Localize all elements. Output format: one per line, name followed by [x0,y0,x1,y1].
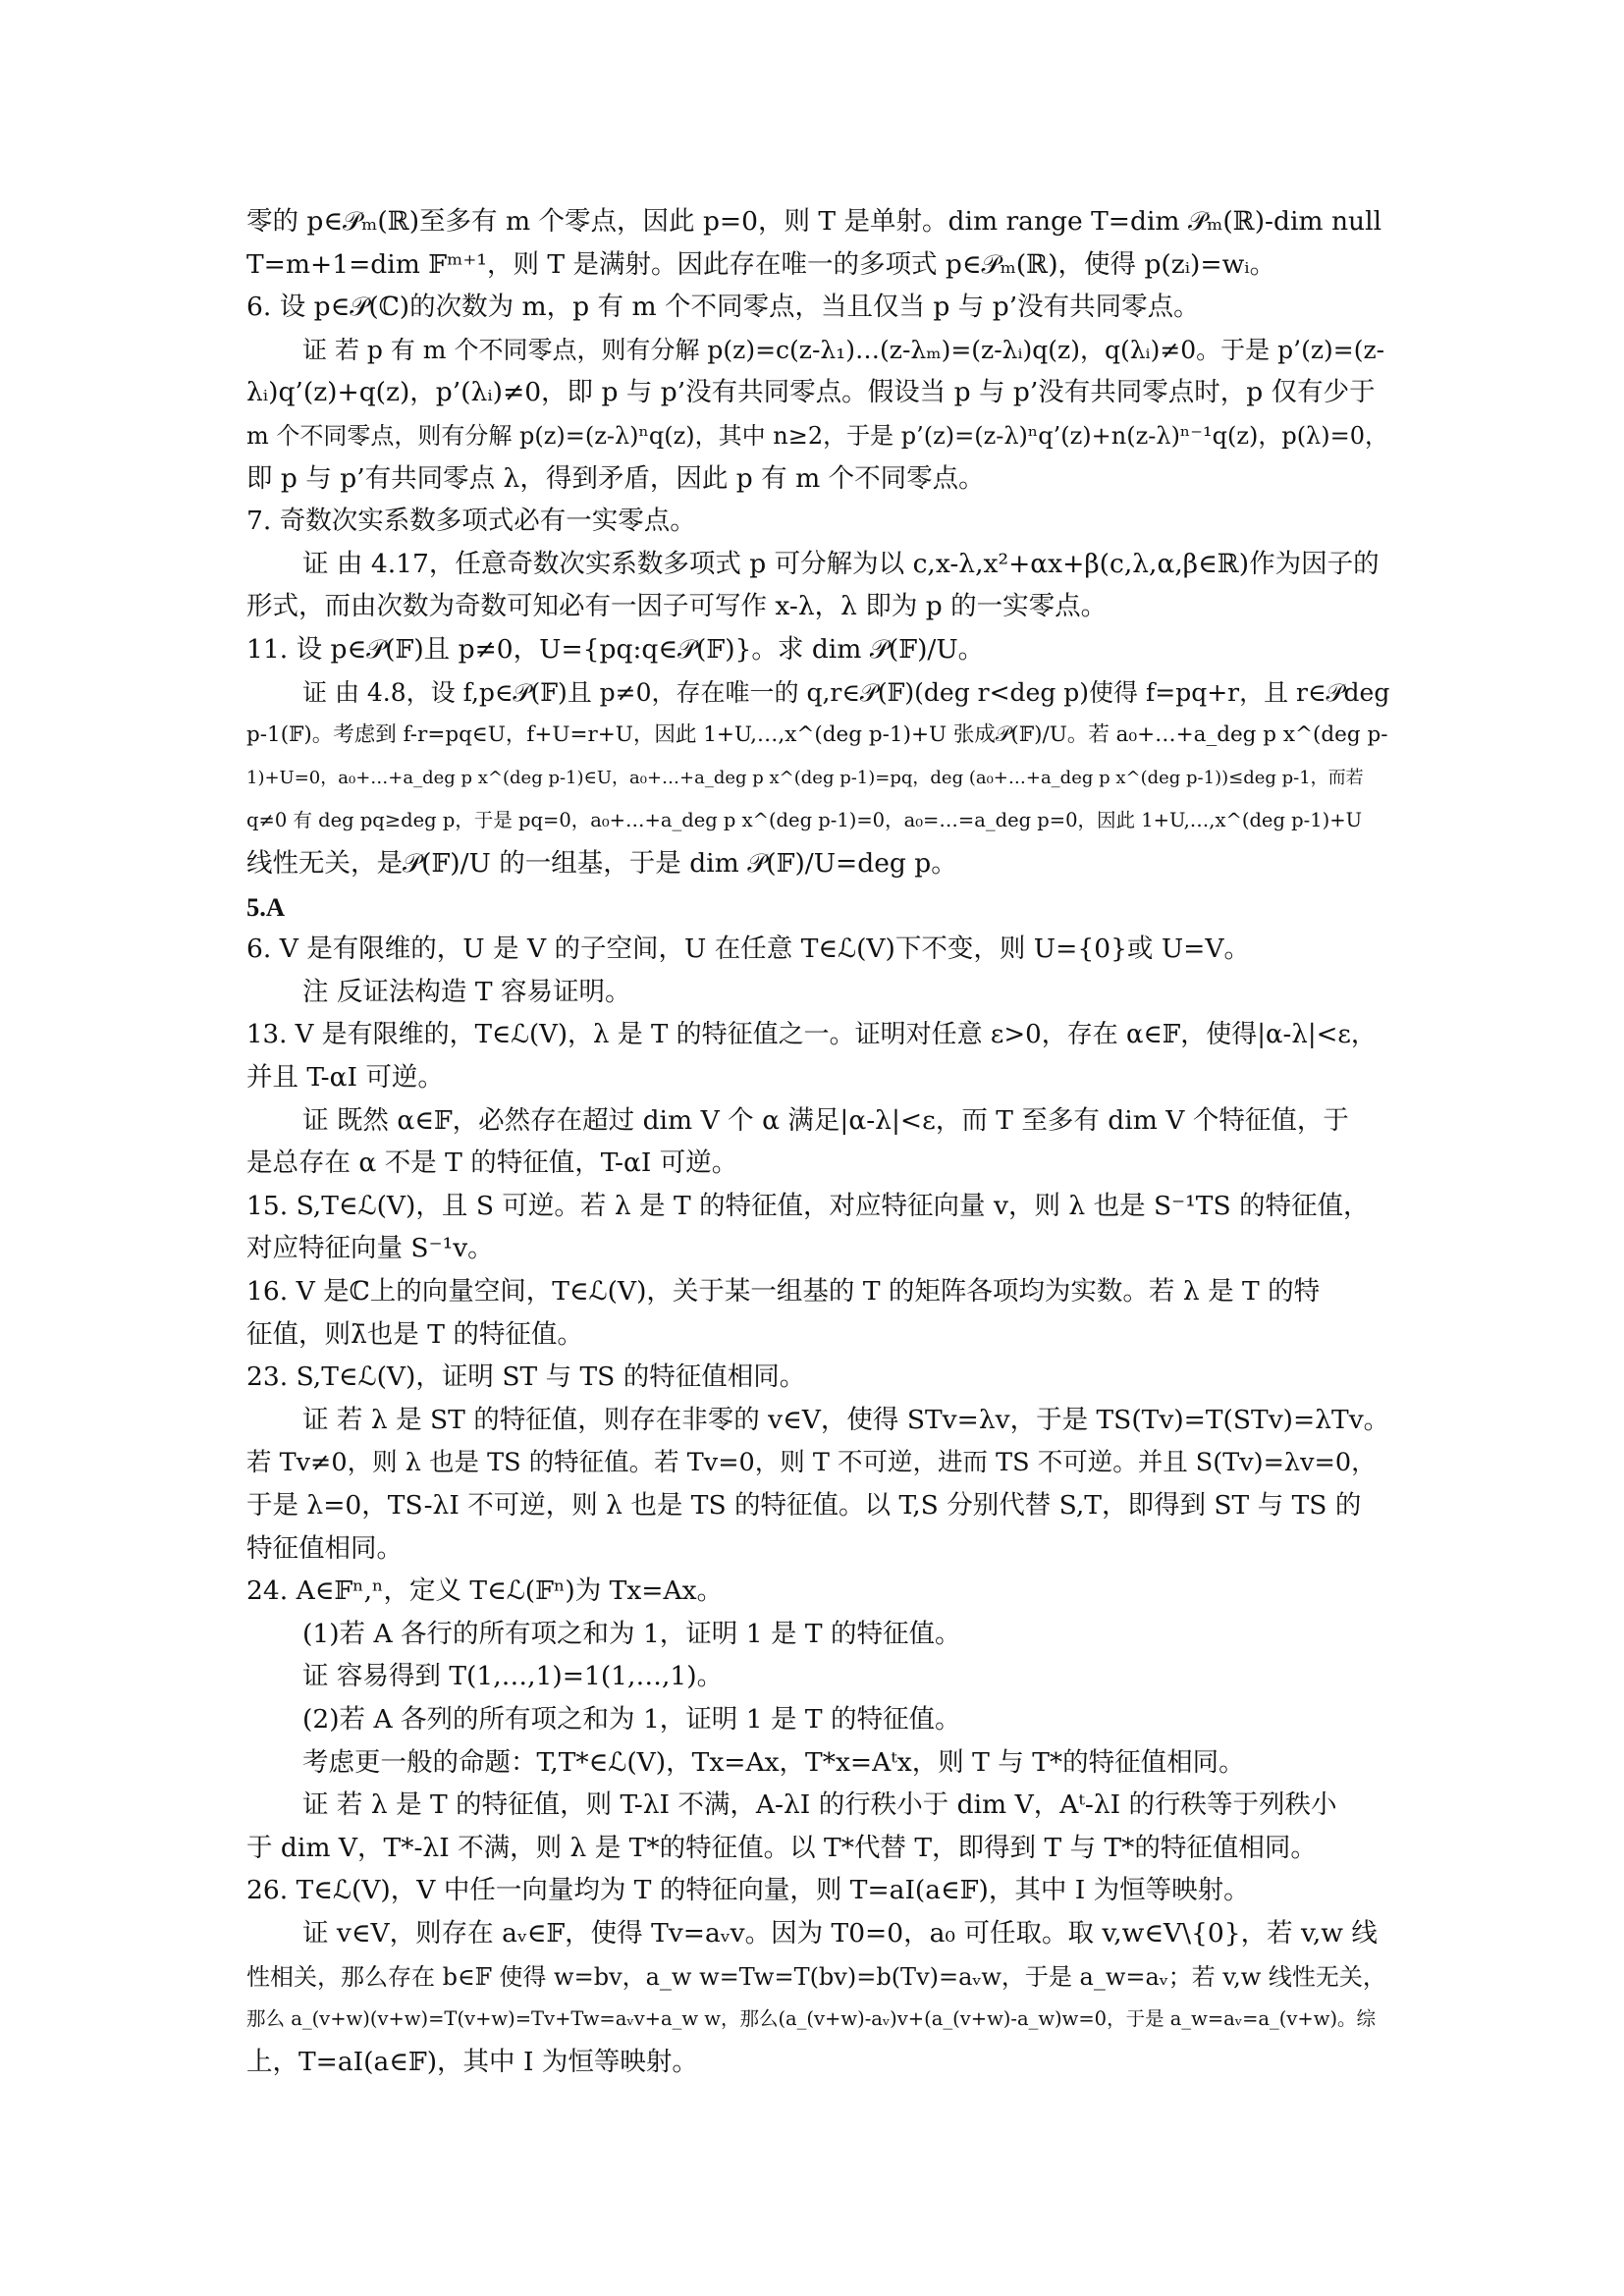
text-line: 于是 λ=0，TS-λI 不可逆，则 λ 也是 TS 的特征值。以 T,S 分别代替 S,T，即得到 ST 与 TS 的 [246,1490,1362,1521]
text-line: 证 由 4.8，设 f,p∈𝒫(𝔽)且 p≠0，存在唯一的 q,r∈𝒫(𝔽)(deg r<deg p)使得 f=pq+r，且 r∈𝒫deg [302,678,1389,707]
text-line: 证 v∈V，则存在 aᵥ∈𝔽，使得 Tv=aᵥv。因为 T0=0，a₀ 可任取。取 v,w∈V\{0}，若 v,w 线 [302,1918,1378,1949]
text-line: 是总存在 α 不是 T 的特征值，T-αI 可逆。 [246,1148,738,1178]
text-line: 对应特征向量 S⁻¹v。 [246,1233,494,1263]
text-line: 特征值相同。 [246,1533,403,1564]
text-line: (1)若 A 各行的所有项之和为 1，证明 1 是 T 的特征值。 [302,1619,961,1649]
text-line: 证 由 4.17，任意奇数次实系数多项式 p 可分解为以 c,x-λ,x²+αx+β(c,λ,α,β∈ℝ)作为因子的 [302,549,1380,579]
text-line: λᵢ)q’(z)+q(z)，p’(λᵢ)≠0，即 p 与 p’没有共同零点。假设当 p 与 p’没有共同零点时，p 仅有少于 [246,377,1376,407]
text-line: 于 dim V，T*-λI 不满，则 λ 是 T*的特征值。以 T*代替 T，即得到 T 与 T*的特征值相同。 [246,1833,1317,1863]
text-line: 7. 奇数次实系数多项式必有一实零点。 [246,506,696,536]
text-line: 1)+U=0，a₀+…+a_deg p x^(deg p-1)∈U，a₀+…+a_deg p x^(deg p-1)=pq，deg (a₀+…+a_deg p x^(deg p-1))≤deg p-1，而若 [246,768,1364,788]
text-line: 11. 设 p∈𝒫(𝔽)且 p≠0，U={pq:q∈𝒫(𝔽)}。求 dim 𝒫(𝔽)/U。 [246,634,985,665]
text-line: 26. T∈ℒ(V)，V 中任一向量均为 T 的特征向量，则 T=aI(a∈𝔽)，其中 I 为恒等映射。 [246,1875,1250,1905]
text-line: 线性无关，是𝒫(𝔽)/U 的一组基，于是 dim 𝒫(𝔽)/U=deg p。 [246,848,957,879]
section-heading: 5.A [246,892,286,922]
text-line: T=m+1=dim 𝔽ᵐ⁺¹，则 T 是满射。因此存在唯一的多项式 p∈𝒫ₘ(ℝ)，使得 p(zᵢ)=wᵢ。 [246,249,1276,280]
text-line: 24. A∈𝔽ⁿ,ⁿ，定义 T∈ℒ(𝔽ⁿ)为 Tx=Ax。 [246,1575,724,1606]
text-line: 注 反证法构造 T 容易证明。 [302,977,631,1007]
text-line: 证 若 p 有 m 个不同零点，则有分解 p(z)=c(z-λ₁)…(z-λₘ)=(z-λᵢ)q(z)，q(λᵢ)≠0。于是 p’(z)=(z- [302,336,1385,364]
text-line: 证 既然 α∈𝔽，必然存在超过 dim V 个 α 满足|α-λ|<ε，而 T 至多有 dim V 个特征值，于 [302,1105,1349,1136]
text-line: 6. V 是有限维的，U 是 V 的子空间，U 在任意 T∈ℒ(V)下不变，则 U={0}或 U=V。 [246,934,1251,964]
text-line: 征值，则λ̄也是 T 的特征值。 [246,1319,583,1350]
text-line: 那么 a_(v+w)(v+w)=T(v+w)=Tv+Tw=aᵥv+a_w w，那么(a_(v+w)-aᵥ)v+(a_(v+w)-a_w)w=0，于是 a_w=aᵥ=a_(v+w)。综 [246,2007,1377,2030]
text-line: 零的 p∈𝒫ₘ(ℝ)至多有 m 个零点，因此 p=0，则 T 是单射。dim range T=dim 𝒫ₘ(ℝ)-dim null [246,206,1382,237]
text-line: 即 p 与 p’有共同零点 λ，得到矛盾，因此 p 有 m 个不同零点。 [246,463,985,494]
text-line: 6. 设 p∈𝒫(ℂ)的次数为 m，p 有 m 个不同零点，当且仅当 p 与 p’没有共同零点。 [246,292,1200,322]
text-line: 性相关，那么存在 b∈𝔽 使得 w=bv，a_w w=Tw=T(bv)=b(Tv)=aᵥw，于是 a_w=aᵥ；若 v,w 线性无关， [246,1963,1386,1991]
text-line: q≠0 有 deg pq≥deg p，于是 pq=0，a₀+…+a_deg p x^(deg p-1)=0，a₀=…=a_deg p=0，因此 1+U,…,x^(deg p-1)+U [246,809,1363,831]
text-line: 并且 T-αI 可逆。 [246,1062,444,1093]
text-line: p-1(𝔽)。考虑到 f-r=pq∈U，f+U=r+U，因此 1+U,…,x^(deg p-1)+U 张成𝒫(𝔽)/U。若 a₀+…+a_deg p x^(deg p- [246,722,1388,747]
text-line: 证 容易得到 T(1,…,1)=1(1,…,1)。 [302,1661,724,1691]
text-line: 证 若 λ 是 T 的特征值，则 T-λI 不满，A-λI 的行秩小于 dim V，Aᵗ-λI 的行秩等于列秩小 [302,1789,1337,1820]
text-line: m 个不同零点，则有分解 p(z)=(z-λ)ⁿq(z)，其中 n≥2，于是 p’(z)=(z-λ)ⁿq’(z)+n(z-λ)ⁿ⁻¹q(z)，p(λ)=0， [246,422,1389,450]
text-line: 若 Tv≠0，则 λ 也是 TS 的特征值。若 Tv=0，则 T 不可逆，进而 TS 不可逆。并且 S(Tv)=λv=0， [246,1448,1377,1477]
text-line: 13. V 是有限维的，T∈ℒ(V)，λ 是 T 的特征值之一。证明对任意 ε>0，存在 α∈𝔽，使得|α-λ|<ε， [246,1020,1377,1049]
text-line: 15. S,T∈ℒ(V)，且 S 可逆。若 λ 是 T 的特征值，对应特征向量 v，则 λ 也是 S⁻¹TS 的特征值， [246,1191,1370,1221]
text-line: 16. V 是ℂ上的向量空间，T∈ℒ(V)，关于某一组基的 T 的矩阵各项均为实数。若 λ 是 T 的特 [246,1276,1321,1307]
text-line: 23. S,T∈ℒ(V)，证明 ST 与 TS 的特征值相同。 [246,1362,806,1392]
text-line: 证 若 λ 是 ST 的特征值，则存在非零的 v∈V，使得 STv=λv，于是 TS(Tv)=T(STv)=λTv。 [302,1405,1389,1435]
text-line: 形式，而由次数为奇数可知必有一因子可写作 x-λ，λ 即为 p 的一实零点。 [246,591,1108,621]
text-line: 上，T=aI(a∈𝔽)，其中 I 为恒等映射。 [246,2047,698,2077]
text-line: 考虑更一般的命题：T,T*∈ℒ(V)，Tx=Ax，T*x=Aᵗx，则 T 与 T*的特征值相同。 [302,1747,1245,1778]
text-line: (2)若 A 各列的所有项之和为 1，证明 1 是 T 的特征值。 [302,1704,961,1735]
